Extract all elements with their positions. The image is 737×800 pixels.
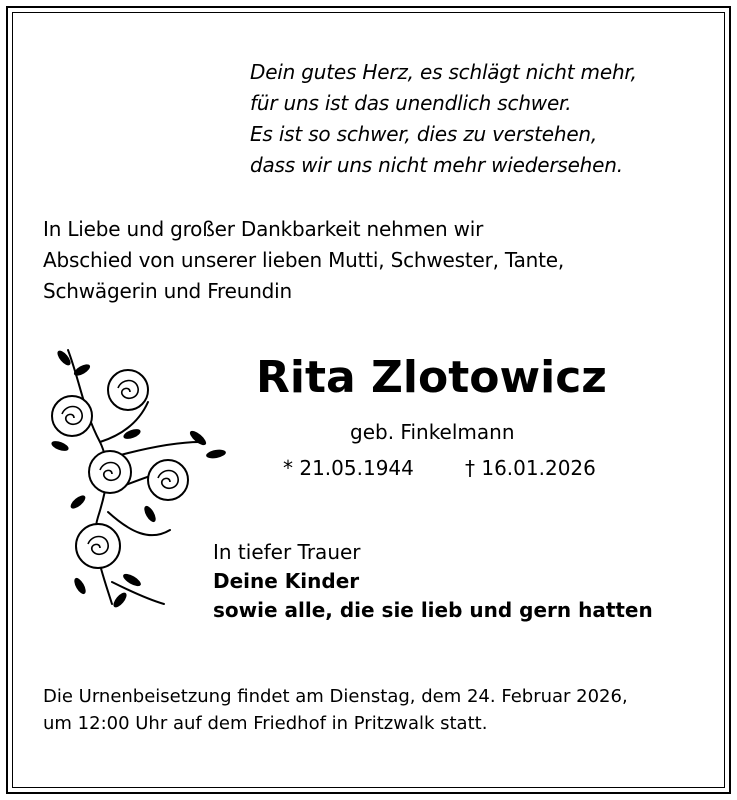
intro-line: In Liebe und großer Dankbarkeit nehmen wir <box>43 217 484 241</box>
poem-line: dass wir uns nicht mehr wiedersehen. <box>250 153 623 177</box>
poem <box>250 57 637 181</box>
maiden-name: geb. Finkelmann <box>350 420 515 444</box>
intro-line: Schwägerin und Freundin <box>43 279 293 303</box>
mourners-intro: In tiefer Trauer <box>213 540 361 564</box>
burial-line: Die Urnenbeisetzung findet am Dienstag, dem 24. Februar 2026, <box>43 686 628 707</box>
mourners-others: sowie alle, die sie lieb und gern hatten <box>213 598 653 622</box>
intro-text <box>43 214 564 307</box>
poem-line: Dein gutes Herz, es schlägt nicht mehr, <box>250 60 637 84</box>
death-date: † 16.01.2026 <box>465 456 596 480</box>
deceased-name: Rita Zlotowicz <box>256 352 607 403</box>
poem-line: Es ist so schwer, dies zu verstehen, <box>250 122 598 146</box>
poem-line: für uns ist das unendlich schwer. <box>250 91 572 115</box>
burial-notice <box>43 683 628 737</box>
rose-branch-icon <box>40 342 240 620</box>
mourners-block <box>213 538 653 625</box>
mourners-children: Deine Kinder <box>213 569 360 593</box>
burial-line: um 12:00 Uhr auf dem Friedhof in Pritzwalk statt. <box>43 713 488 734</box>
intro-line: Abschied von unserer lieben Mutti, Schwester, Tante, <box>43 248 565 272</box>
birth-date: * 21.05.1944 <box>283 456 414 480</box>
